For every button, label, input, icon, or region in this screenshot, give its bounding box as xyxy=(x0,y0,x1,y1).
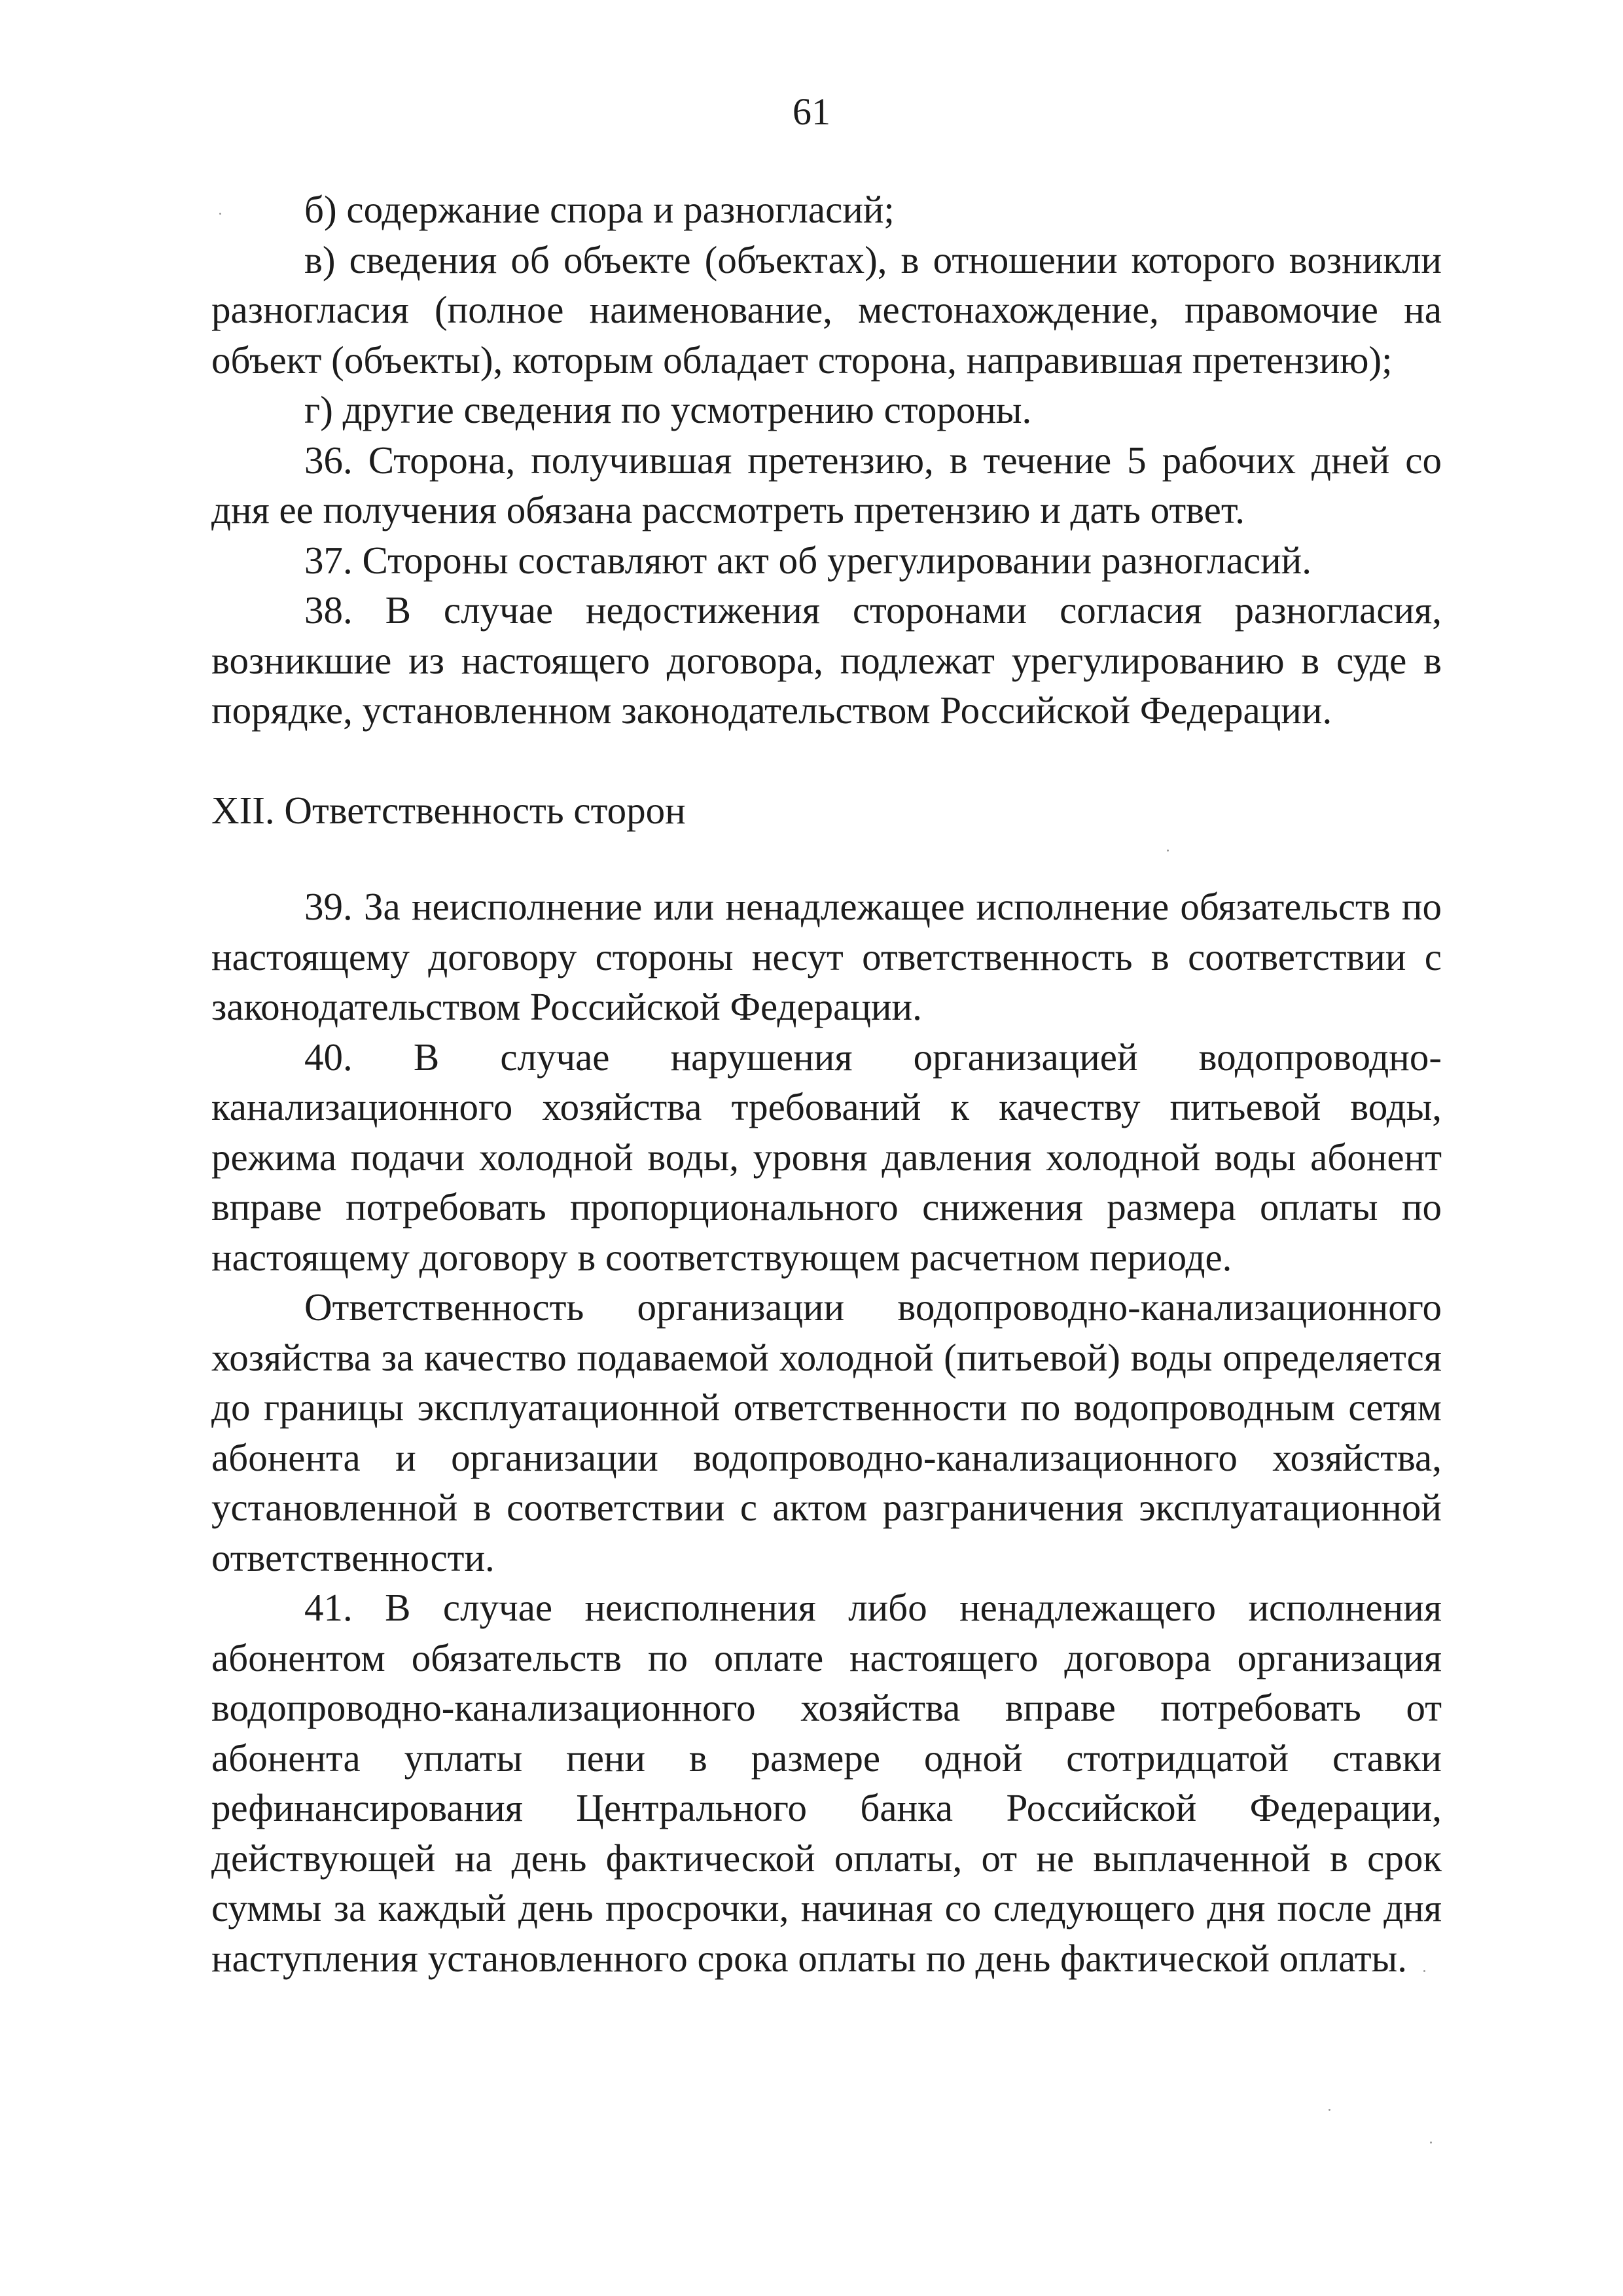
scan-speck xyxy=(219,213,221,215)
paragraph-37: 37. Стороны составляют акт об урегулировании разногласий. xyxy=(304,538,1311,582)
paragraph-36: 36. Сторона, получившая претензию, в течение 5 рабочих дней со дня ее получения обязана рассмотреть претензию и дать ответ. xyxy=(211,438,1442,531)
paragraph-item-g: г) другие сведения по усмотрению стороны. xyxy=(304,388,1032,431)
paragraph-41: 41. В случае неисполнения либо ненадлежащего исполнения абонентом обязательств по оплате настоящего договора организация водопроводно-канализационного хозяйства вправе потребовать от абонента уплаты пени в размере одной стотридцатой ставки рефинансирования Центрального банка Российской Федерации, действующей на день фактической оплаты, от не выплаченной в срок суммы за каждый день просрочки, начиная со следующего дня после дня наступления установленного срока оплаты по день фактической оплаты. xyxy=(211,1586,1442,1980)
document-body xyxy=(211,185,1442,1983)
paragraph-40: 40. В случае нарушения организацией водопроводно-канализационного хозяйства требований к качеству питьевой воды, режима подачи холодной воды, уровня давления холодной воды абонент вправе потребовать пропорционального снижения размера оплаты по настоящему договору в соответствующем расчетном периоде. xyxy=(211,1035,1442,1279)
section-heading: XII. Ответственность сторон xyxy=(211,788,686,832)
paragraph-item-v: в) сведения об объекте (объектах), в отношении которого возникли разногласия (полное наименование, местонахождение, правомочие на объект (объекты), которым обладает сторона, направившая претензию); xyxy=(211,238,1442,382)
paragraph-39: 39. За неисполнение или ненадлежащее исполнение обязательств по настоящему договору стороны несут ответственность в соответствии с законодательством Российской Федерации. xyxy=(211,885,1442,1028)
paragraph-item-b: б) содержание спора и разногласий; xyxy=(304,188,895,231)
paragraph-40-liability: Ответственность организации водопроводно-канализационного хозяйства за качество подаваемой холодной (питьевой) воды определяется до границы эксплуатационной ответственности по водопроводным сетям абонента и организации водопроводно-канализационного хозяйства, установленной в соответствии с актом разграничения эксплуатационной ответственности. xyxy=(211,1285,1442,1579)
page-number: 61 xyxy=(793,90,830,133)
scan-speck xyxy=(1430,2142,1432,2144)
scan-speck xyxy=(1167,850,1169,852)
scan-speck xyxy=(1423,1970,1425,1972)
paragraph-38: 38. В случае недостижения сторонами согласия разногласия, возникшие из настоящего договора, подлежат урегулированию в суде в порядке, установленном законодательством Российской Федерации. xyxy=(211,588,1442,732)
scan-speck xyxy=(1329,2109,1330,2111)
